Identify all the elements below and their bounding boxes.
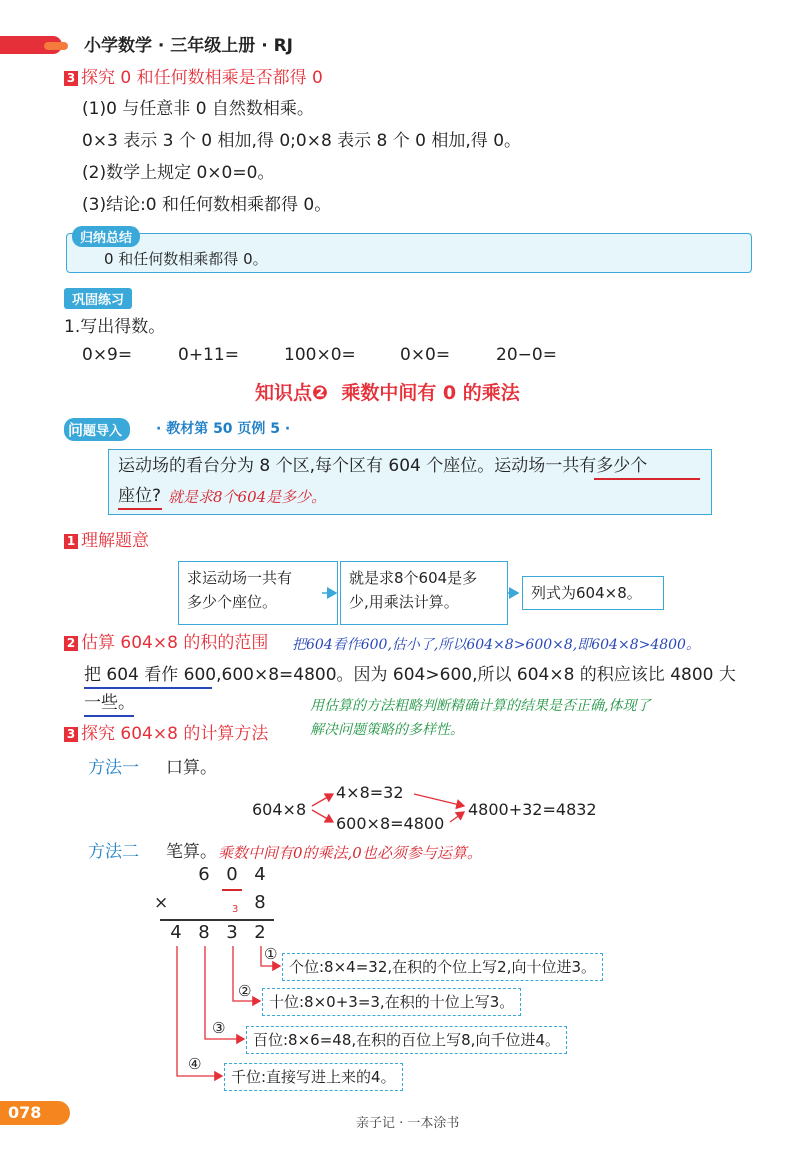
product-digit-4: 4 — [170, 922, 182, 943]
method-2-label: 方法二 — [88, 842, 139, 862]
method-2-text: 笔算。 — [166, 842, 217, 862]
step-1-circle: ① — [264, 945, 278, 963]
step-3-circle: ③ — [212, 1019, 226, 1037]
practice-item-4: 0×0= — [400, 345, 451, 365]
section-2-title-text: 估算 604×8 的积的范围 — [81, 633, 269, 653]
summary-tag: 归纳总结 — [72, 226, 140, 247]
practice-question: 1.写出得数。 — [64, 317, 166, 337]
page-number: 078 — [8, 1103, 42, 1122]
product-digit-2: 2 — [254, 922, 266, 943]
understand-box-1-line2: 多少个座位。 — [187, 593, 278, 611]
times-sign: × — [154, 893, 169, 913]
problem-note: 就是求8个604是多少。 — [168, 488, 327, 506]
understand-box-3-line: 列式为604×8。 — [531, 584, 642, 602]
section-3a-title-text: 探究 0 和任何数相乘是否都得 0 — [81, 68, 323, 88]
method-2-note: 乘数中间有0的乘法,0也必须参与运算。 — [218, 844, 482, 862]
estimate-green-note-2: 解决问题策略的多样性。 — [310, 722, 464, 738]
oral-right: 4800+32=4832 — [468, 800, 597, 819]
step-4-box: 千位:直接写进上来的4。 — [224, 1063, 403, 1091]
oral-left: 604×8 — [252, 800, 307, 819]
practice-item-1: 0×9= — [82, 345, 133, 365]
intro-tag-question: 问 — [68, 421, 84, 439]
method-1-label: 方法一 — [88, 758, 139, 778]
summary-text: 0 和任何数相乘都得 0。 — [104, 250, 268, 268]
understand-box-2-line1: 就是求8个604是多 — [349, 569, 478, 587]
step-1-box: 个位:8×4=32,在积的个位上写2,向十位进3。 — [282, 953, 603, 981]
step-2-circle: ② — [238, 982, 252, 1000]
s3a-line1: (1)0 与任意非 0 自然数相乘。 — [82, 99, 314, 119]
practice-item-2: 0+11= — [178, 345, 239, 365]
mult-digit-0: 0 — [226, 864, 238, 885]
estimate-line2: 一些。 — [84, 693, 135, 713]
practice-tag: 巩固练习 — [64, 288, 132, 309]
section-3a-number: 3 — [64, 71, 78, 86]
estimate-line1: 把 604 看作 600,600×8=4800。因为 604>600,所以 604×8 的积应该比 4800 大 — [84, 665, 736, 685]
s3a-line3: (2)数学上规定 0×0=0。 — [82, 163, 275, 183]
mult-digit-6: 6 — [198, 864, 210, 885]
footer-text: 亲子记 · 一本涂书 — [356, 1116, 460, 1131]
section-1-number: 1 — [64, 534, 78, 549]
understand-box-1-line1: 求运动场一共有 — [187, 569, 293, 587]
intro-reference: · 教材第 50 页例 5 · — [156, 421, 291, 437]
step-3-box: 百位:8×6=48,在积的百位上写8,向千位进4。 — [246, 1026, 567, 1054]
practice-item-3: 100×0= — [284, 345, 356, 365]
s3a-line4: (3)结论:0 和任何数相乘都得 0。 — [82, 195, 332, 215]
oral-bottom: 600×8=4800 — [336, 814, 445, 833]
estimate-note: 把604看作600,估小了,所以604×8>600×8,即604×8>4800。 — [292, 637, 700, 653]
oral-top: 4×8=32 — [336, 783, 404, 802]
header-title: 小学数学 · 三年级上册 · RJ — [84, 36, 294, 56]
section-3b-title-text: 探究 604×8 的计算方法 — [81, 724, 269, 744]
product-digit-3: 3 — [226, 922, 238, 943]
estimate-green-note-1: 用估算的方法粗略判断精确计算的结果是否正确,体现了 — [310, 698, 651, 714]
method-1-text: 口算。 — [166, 758, 217, 778]
section-3b-number: 3 — [64, 727, 78, 742]
multiplier-digit-8: 8 — [254, 892, 266, 913]
step-4-circle: ④ — [188, 1055, 202, 1073]
carry-digit: 3 — [232, 904, 239, 915]
mult-digit-4: 4 — [254, 864, 266, 885]
problem-line1: 运动场的看台分为 8 个区,每个区有 604 个座位。运动场一共有多少个 — [118, 456, 648, 476]
practice-item-5: 20−0= — [496, 345, 557, 365]
knowledge-point-title: 知识点❷ 乘数中间有 0 的乘法 — [255, 382, 520, 404]
intro-tag-text: 题导入 — [83, 424, 123, 439]
section-1-title-text: 理解题意 — [81, 531, 149, 551]
product-digit-8: 8 — [198, 922, 210, 943]
step-2-box: 十位:8×0+3=3,在积的十位上写3。 — [262, 988, 521, 1016]
section-2-number: 2 — [64, 636, 78, 651]
understand-box-2-line2: 少,用乘法计算。 — [349, 593, 459, 611]
problem-line2: 座位? — [118, 486, 162, 506]
s3a-line2: 0×3 表示 3 个 0 相加,得 0;0×8 表示 8 个 0 相加,得 0。 — [82, 131, 522, 151]
